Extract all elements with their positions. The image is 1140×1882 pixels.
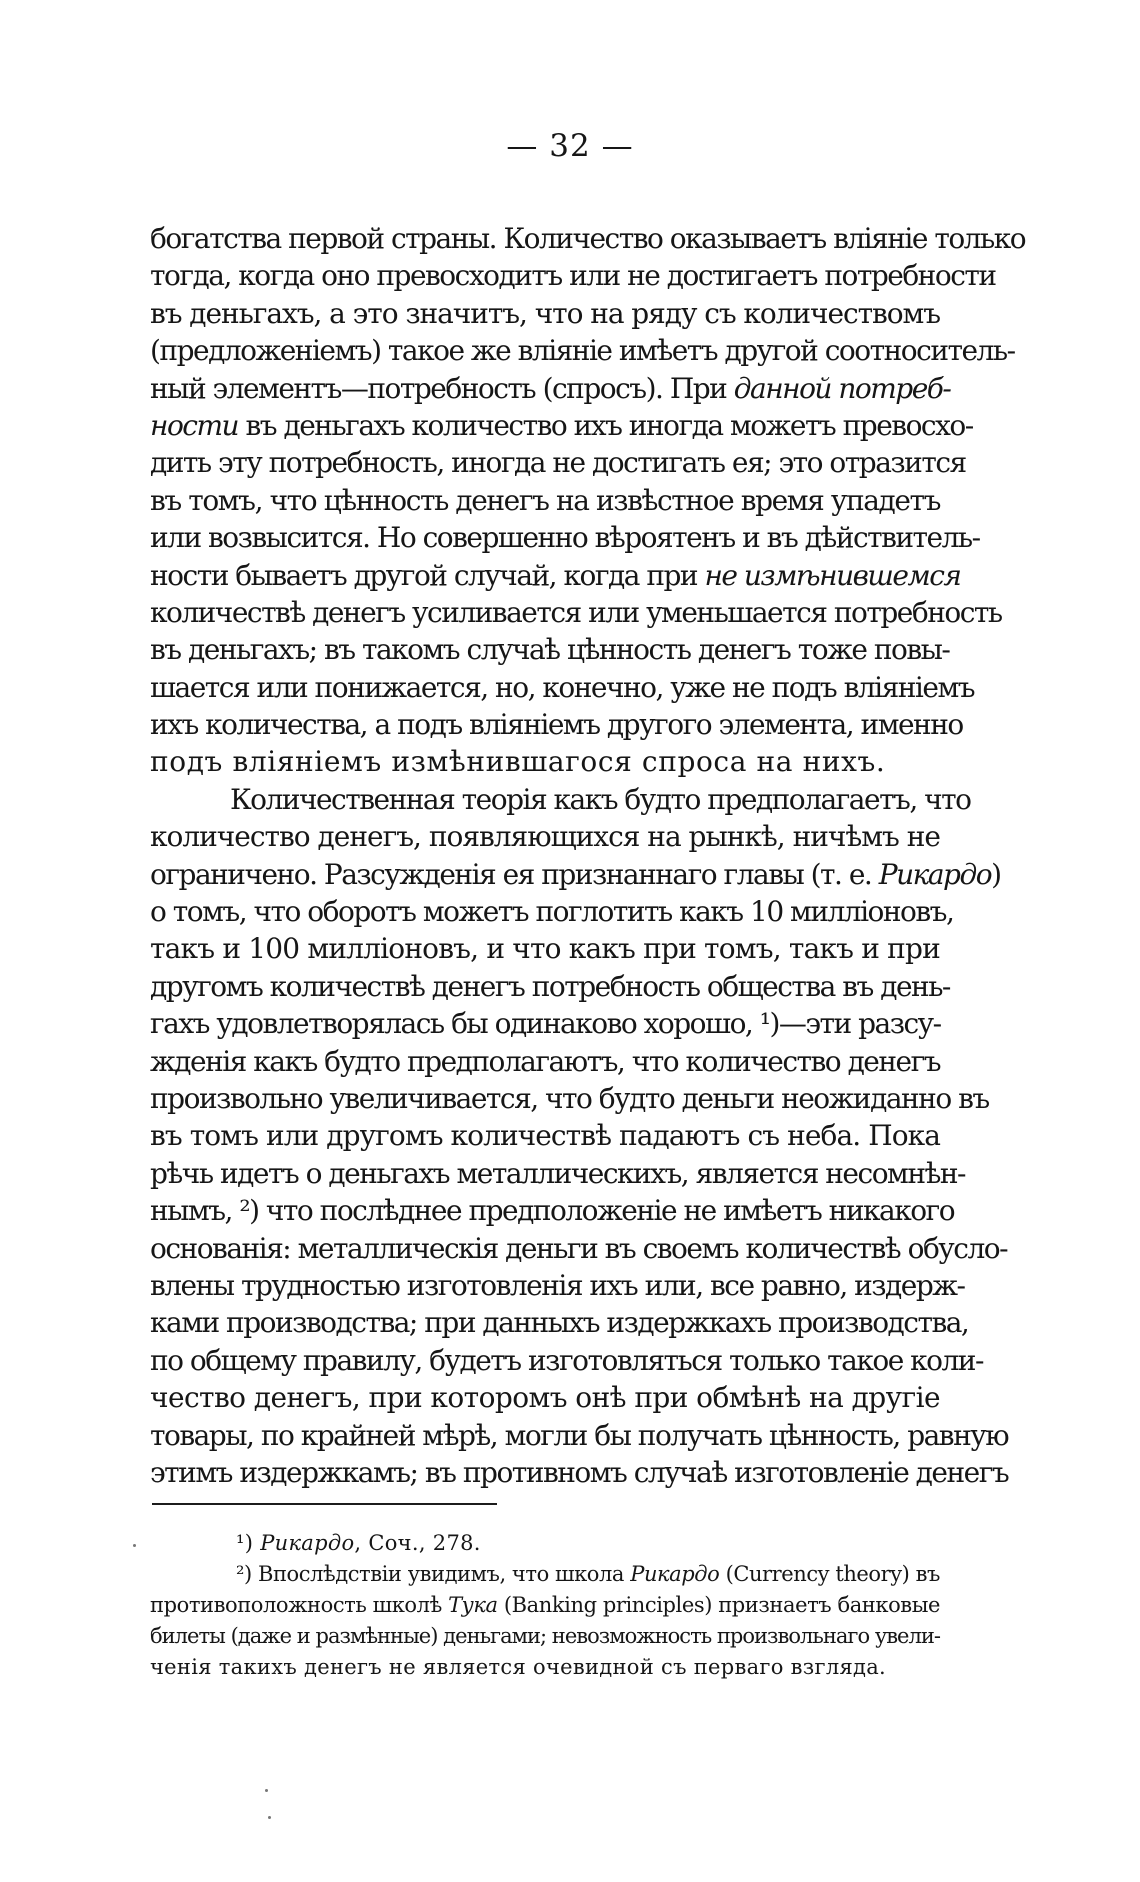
italic-phrase: Рикардо	[630, 1562, 720, 1586]
print-speck	[133, 1544, 136, 1547]
text-line: дить эту потребность, иногда не достигать ея; это отразится	[150, 446, 966, 480]
italic-phrase: данной потреб-	[733, 371, 951, 405]
text-line: ности бываетъ другой случай, когда при не измѣнившемся	[150, 558, 961, 592]
print-speck	[265, 1789, 268, 1792]
footnote-2-line: ченія такихъ денегъ не является очевидной съ перваго взгляда.	[150, 1655, 887, 1679]
footnote-2-line: билеты (даже и размѣнные) деньгами; невозможность произвольнаго увели-	[150, 1624, 941, 1648]
italic-phrase: Рикардо	[260, 1531, 355, 1555]
text-line: жденія какъ будто предполагаютъ, что количество денегъ	[150, 1044, 941, 1078]
text-line: ками производства; при данныхъ издержкахъ производства,	[150, 1306, 969, 1340]
text-line: этимъ издержкамъ; въ противномъ случаѣ изготовленіе денегъ	[150, 1455, 1009, 1489]
footnote-2: ²) Впослѣдствіи увидимъ, что школа Рикардо (Currency theory) въ	[236, 1562, 940, 1586]
text-line: въ томъ, что цѣнность денегъ на извѣстное время упадетъ	[150, 483, 940, 517]
text-line: въ томъ или другомъ количествѣ падаютъ съ неба. Пока	[150, 1119, 940, 1153]
text-line: богатства первой страны. Количество оказываетъ вліяніе только	[150, 222, 1026, 255]
italic-phrase: Тука	[448, 1593, 498, 1617]
italic-phrase: ности	[150, 408, 239, 442]
text-line: шается или понижается, но, конечно, уже не подъ вліяніемъ	[150, 670, 975, 704]
italic-phrase: не измѣнившемся	[704, 558, 961, 592]
text-line: ограничено. Разсужденія ея признаннаго главы (т. е. Рикардо)	[150, 857, 1001, 891]
text-line: ный элементъ—потребность (спросъ). При данной потреб-	[150, 371, 951, 405]
text-line: влены трудностью изготовленія ихъ или, все равно, издерж-	[150, 1268, 965, 1302]
page-number: — 32 —	[506, 128, 634, 164]
footnote-2-line: противоположность школѣ Тука (Banking principles) признаетъ банковые	[150, 1593, 940, 1617]
footnote-1: ¹) Рикардо, Соч., 278.	[236, 1531, 481, 1555]
text-line: о томъ, что оборотъ можетъ поглотить какъ 10 милліоновъ,	[150, 895, 954, 929]
main-text	[150, 220, 1140, 1491]
text-line: (предложеніемъ) такое же вліяніе имѣетъ другой соотноситель-	[150, 334, 1015, 368]
text-line: въ деньгахъ, а это значитъ, что на ряду съ количествомъ	[150, 296, 940, 330]
paragraph-start-line: Количественная теорія какъ будто предполагаетъ, что	[230, 782, 971, 816]
italic-phrase: Рикардо	[878, 857, 992, 891]
text-line: нымъ, ²) что послѣднее предположеніе не имѣетъ никакого	[150, 1194, 955, 1228]
text-line: гахъ удовлетворялась бы одинаково хорошо, ¹)—эти разсу-	[150, 1007, 941, 1041]
text-line: ности въ деньгахъ количество ихъ иногда можетъ превосхо-	[150, 408, 973, 442]
text-line: другомъ количествѣ денегъ потребность общества въ день-	[150, 969, 950, 1003]
text-line: въ деньгахъ; въ такомъ случаѣ цѣнность денегъ тоже повы-	[150, 633, 950, 667]
text-line: тогда, когда оно превосходитъ или не достигаетъ потребности	[150, 259, 996, 293]
text-line: или возвысится. Но совершенно вѣроятенъ и въ дѣйствитель-	[150, 521, 980, 555]
text-line: такъ и 100 милліоновъ, и что какъ при томъ, такъ и при	[150, 932, 940, 966]
text-line: количествѣ денегъ усиливается или уменьшается потребность	[150, 595, 1002, 629]
text-line: основанія: металлическія деньги въ своемъ количествѣ обусло-	[150, 1231, 1008, 1265]
footnote-divider	[152, 1503, 497, 1505]
text-line: подъ вліяніемъ измѣнившагося спроса на нихъ.	[150, 745, 886, 779]
print-speck	[268, 1816, 271, 1819]
text-line: по общему правилу, будетъ изготовляться только такое коли-	[150, 1343, 983, 1377]
text-line: чество денегъ, при которомъ онѣ при обмѣнѣ на другіе	[150, 1381, 940, 1415]
text-line: ихъ количества, а подъ вліяніемъ другого элемента, именно	[150, 708, 963, 742]
text-line: рѣчь идетъ о деньгахъ металлическихъ, является несомнѣн-	[150, 1156, 965, 1190]
text-line: произвольно увеличивается, что будто деньги неожиданно въ	[150, 1081, 989, 1115]
footnotes	[150, 1528, 1140, 1683]
text-line: товары, по крайней мѣрѣ, могли бы получать цѣнность, равную	[150, 1418, 1009, 1452]
text-line: количество денегъ, появляющихся на рынкѣ, ничѣмъ не	[150, 820, 940, 854]
